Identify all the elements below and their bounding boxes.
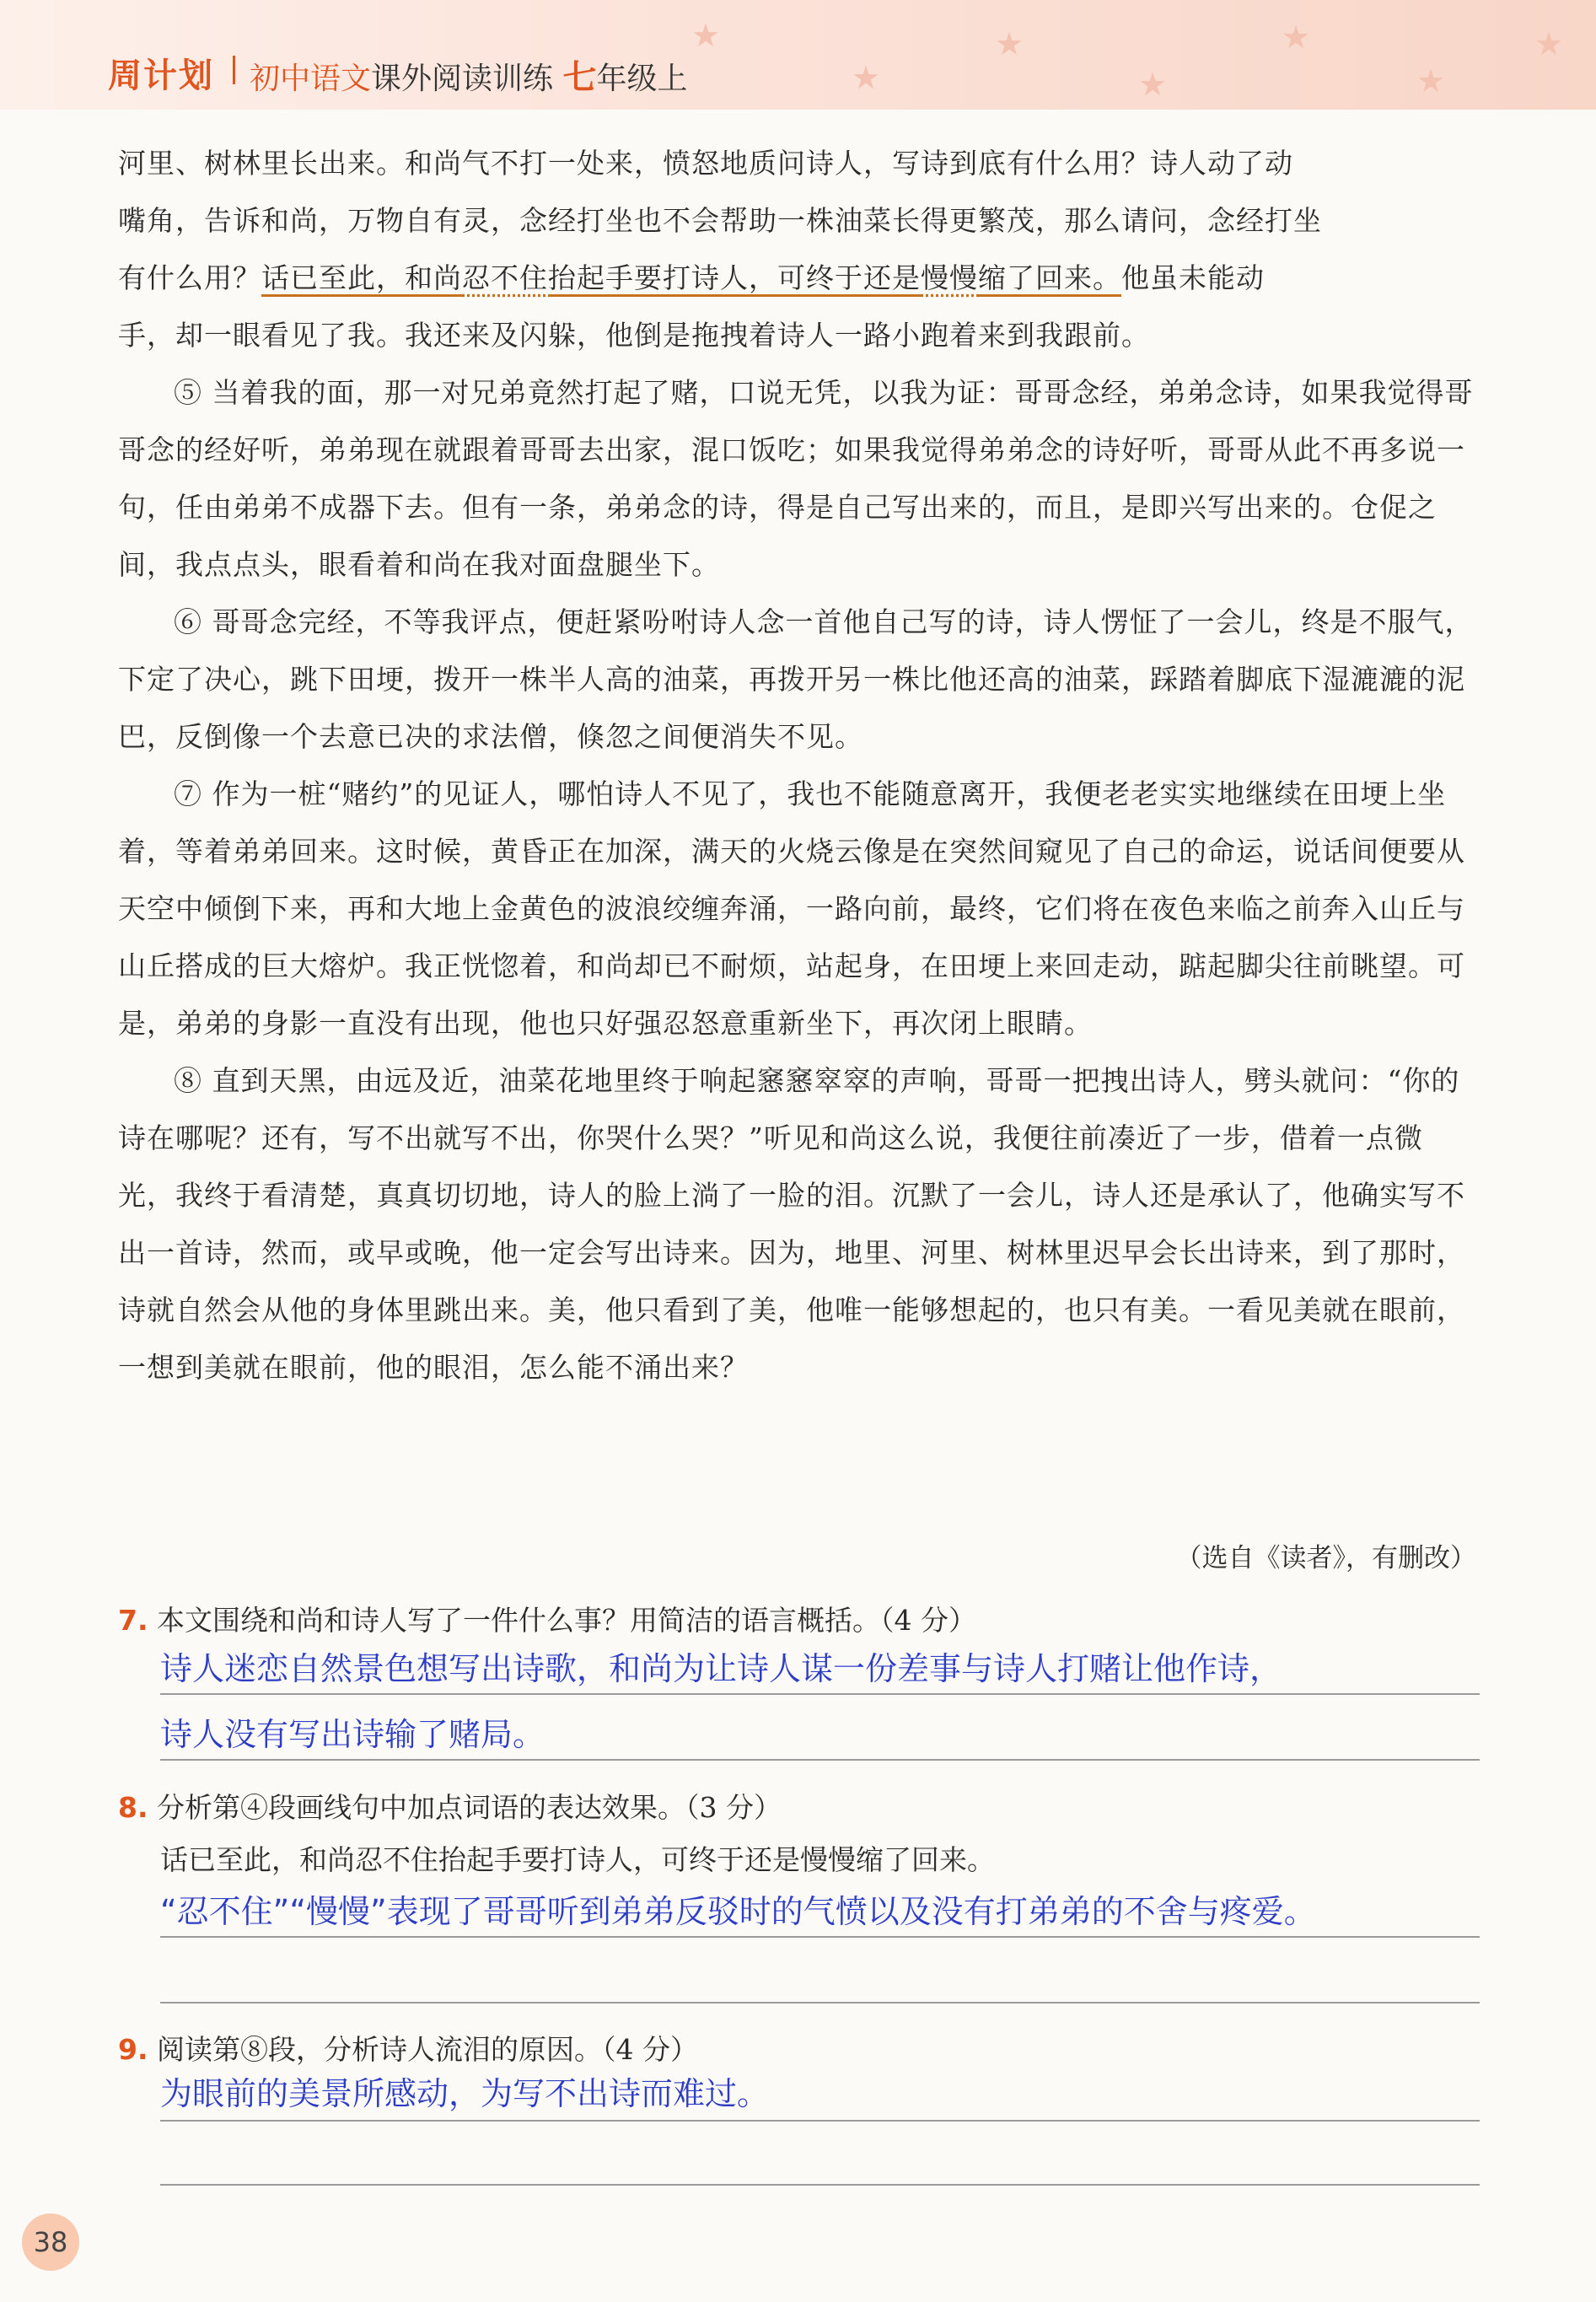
page-number: 38 <box>22 2213 79 2271</box>
text-span: 有什么用？ <box>118 261 261 294</box>
question-text: 本文围绕和尚和诗人写了一件什么事？用简洁的语言概括。（4 分） <box>157 1604 976 1637</box>
quoted-sentence: 话已至此，和尚忍不住抬起手要打诗人，可终于还是慢慢缩了回来。 <box>160 1843 995 1876</box>
answer-line <box>160 2002 1480 2003</box>
paragraph-8: ⑧ 直到天黑，由远及近，油菜花地里终于响起窸窸窣窣的声响，哥哥一把拽出诗人，劈头就问：“你的诗在哪呢？还有，写不出就写不出，你哭什么哭？”听见和尚这么说，我便往前凑近了一步，借着一点微光，我终于看清楚，真真切切地，诗人的脸上淌了一脸的泪。沉默了一会儿，诗人还是承认了，他确实写不出一首诗，然而，或早或晚，他一定会写出诗来。因为，地里、河里、树林里迟早会长出诗来，到了那时，诗就自然会从他的身体里跳出来。美，他只看到了美，他唯一能够想起的，也只有美。一看见美就在眼前，一想到美就在眼前，他的眼泪，怎么能不涌出来？ <box>118 1064 1465 1384</box>
answer-line <box>160 2120 1480 2122</box>
question-number: 8. <box>118 1791 148 1824</box>
answer-line <box>160 1936 1480 1938</box>
question-7 <box>118 1599 1484 1638</box>
star-icon: ★ <box>995 25 1024 62</box>
answer-8-line-1: “忍不住”“慢慢”表现了哥哥听到弟弟反驳时的气愤以及没有打弟弟的不舍与疼爱。 <box>160 1893 1316 1930</box>
paragraph-5: ⑤ 当着我的面，那一对兄弟竟然打起了赌，口说无凭，以我为证：哥哥念经，弟弟念诗，如果我觉得哥哥念的经好听，弟弟现在就跟着哥哥去出家，混口饭吃；如果我觉得弟弟念的诗好听，哥哥从此不再多说一句，任由弟弟不成器下去。但有一条，弟弟念的诗，得是自己写出来的，而且，是即兴写出来的。仓促之间，我点点头，眼看着和尚在我对面盘腿坐下。 <box>118 376 1474 581</box>
paragraph-7: ⑦ 作为一桩“赌约”的见证人，哪怕诗人不见了，我也不能随意离开，我便老老实实地继续在田埂上坐着，等着弟弟回来。这时候，黄昏正在加深，满天的火烧云像是在突然间窥见了自己的命运，说话间便要从天空中倾倒下来，再和大地上金黄色的波浪绞缠奔涌，一路向前，最终，它们将在夜色来临之前奔入山丘与山丘搭成的巨大熔炉。我正恍惚着，和尚却已不耐烦，站起身，在田埂上来回走动，踮起脚尖往前眺望。可是，弟弟的身影一直没有出现，他也只好强忍怒意重新坐下，再次闭上眼睛。 <box>118 777 1465 1040</box>
answer-line <box>160 1759 1480 1761</box>
paragraph-4-line-4: 手，却一眼看见了我。我还来及闪躲，他倒是拖拽着诗人一路小跑着来到我跟前。 <box>118 319 1150 352</box>
grade-rest: 年级上 <box>596 62 688 96</box>
text-span: 他虽未能动 <box>1121 261 1265 294</box>
answer-7-line-2: 诗人没有写出诗输了赌局。 <box>160 1716 545 1753</box>
underlined-sentence-part: 抬起手要打诗人，可终于还是 <box>548 261 921 294</box>
paragraph-6: ⑥ 哥哥念完经，不等我评点，便赶紧吩咐诗人念一首他自己写的诗，诗人愣怔了一会儿，终是不服气，下定了决心，跳下田埂，拨开一株半人高的油菜，再拨开另一株比他还高的油菜，踩踏着脚底下湿漉漉的泥巴，反倒像一个去意已决的求法僧，倏忽之间便消失不见。 <box>118 605 1474 753</box>
header-divider <box>233 56 235 84</box>
star-icon: ★ <box>691 17 721 54</box>
question-number: 9. <box>118 2033 148 2066</box>
star-icon: ★ <box>1416 62 1446 100</box>
answer-9-line-1: 为眼前的美景所感动，为写不出诗而难过。 <box>160 2075 770 2112</box>
answer-line <box>160 2184 1480 2186</box>
answer-7-line-1: 诗人迷恋自然景色想写出诗歌，和尚为让诗人谋一份差事与诗人打赌让他作诗， <box>160 1650 1282 1687</box>
page-header <box>0 0 1596 110</box>
star-icon: ★ <box>1138 66 1168 103</box>
title-sub: 课外阅读训练 <box>371 62 554 96</box>
grade-number: 七 <box>562 58 597 97</box>
book-title <box>250 51 688 99</box>
question-9 <box>118 2028 1484 2068</box>
star-icon: ★ <box>1282 19 1311 56</box>
source-citation: （选自《读者》，有删改） <box>1175 1543 1476 1573</box>
dotted-word-1: 忍不住 <box>462 261 548 294</box>
paragraph-4-line-1: 河里、树林里长出来。和尚气不打一处来，愤怒地质问诗人，写诗到底有什么用？诗人动了动 <box>118 147 1293 180</box>
title-main: 初中语文 <box>250 62 372 96</box>
brand-logo: 周计划 <box>108 56 214 95</box>
answer-line <box>160 1693 1480 1695</box>
dotted-word-2: 慢慢 <box>921 261 978 294</box>
paragraph-4-line-3 <box>118 250 1475 307</box>
underlined-sentence-part: 话已至此，和尚 <box>261 261 462 294</box>
question-number: 7. <box>118 1604 148 1637</box>
star-icon: ★ <box>1534 25 1564 62</box>
question-text: 分析第④段画线句中加点词语的表达效果。（3 分） <box>157 1791 782 1824</box>
question-8 <box>118 1786 1484 1826</box>
question-text: 阅读第⑧段，分析诗人流泪的原因。（4 分） <box>157 2033 698 2066</box>
star-icon: ★ <box>852 59 881 96</box>
paragraph-4-line-2: 嘴角，告诉和尚，万物自有灵，念经打坐也不会帮助一株油菜长得更繁茂，那么请问，念经打坐 <box>118 204 1322 237</box>
passage <box>118 135 1475 1396</box>
underlined-sentence-part: 缩了回来。 <box>978 261 1121 294</box>
